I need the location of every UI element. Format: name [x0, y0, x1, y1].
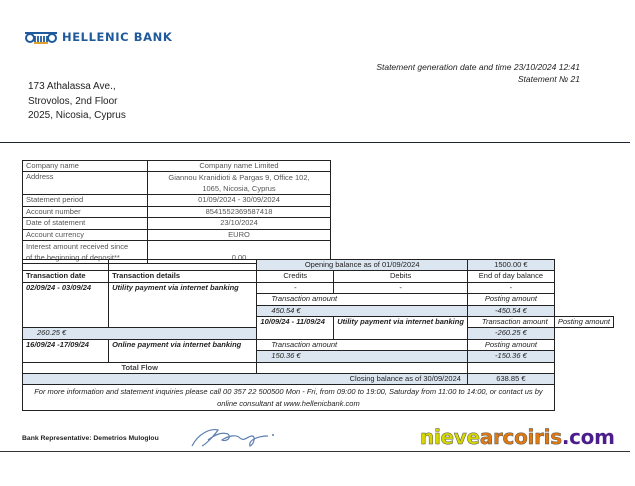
- table-row: [23, 282, 614, 293]
- info-value: 0.00: [148, 241, 331, 264]
- col-header-eod: End of day balance: [467, 271, 554, 282]
- debits-value: -: [334, 282, 468, 293]
- posting-amount: -150.36 €: [467, 351, 554, 362]
- info-value: 23/10/2024: [148, 218, 331, 229]
- info-label: Date of statement: [23, 218, 148, 229]
- generation-datetime: Statement generation date and time 23/10/2024 12:41: [376, 62, 580, 72]
- address-value-line: 1065, Nicosia, Cyprus: [202, 184, 276, 194]
- signature-icon: [188, 426, 278, 448]
- transaction-amount-label: Transaction amount: [257, 339, 468, 350]
- col-header-details: Transaction details: [109, 271, 257, 282]
- transaction-details: Online payment via internet banking: [109, 339, 257, 362]
- info-row: [23, 161, 331, 172]
- address-line: 2025, Nicosia, Cyprus: [28, 110, 126, 121]
- info-label: Account currency: [23, 229, 148, 240]
- info-value: EURO: [148, 229, 331, 240]
- closing-balance-label: Closing balance as of 30/09/2024: [23, 374, 468, 385]
- total-flow-label: Total Flow: [23, 362, 257, 373]
- info-label: Company name: [23, 161, 148, 172]
- posting-amount-label: Posting amount: [467, 339, 554, 350]
- transaction-date: 16/09/24 -17/09/24: [23, 339, 109, 362]
- posting-amount: -450.54 €: [467, 305, 554, 316]
- statement-header: [376, 61, 580, 85]
- info-label: Account number: [23, 206, 148, 217]
- bank-name: HELLENIC BANK: [62, 30, 173, 44]
- account-info-table: [22, 160, 331, 264]
- address-line: 173 Athalassa Ave.,: [28, 81, 116, 92]
- col-header-credits: Credits: [257, 271, 334, 282]
- info-value: 8541552369587418: [148, 206, 331, 217]
- posting-amount-label: Posting amount: [554, 317, 613, 328]
- info-value: 01/09/2024 - 30/09/2024: [148, 195, 331, 206]
- posting-amount: -260.25 €: [467, 328, 554, 339]
- info-value: Company name Limited: [148, 161, 331, 172]
- credits-value: -: [257, 282, 334, 293]
- info-label: Statement period: [23, 195, 148, 206]
- bank-address: [28, 80, 126, 124]
- transaction-date: 10/09/24 - 11/09/24: [257, 317, 334, 340]
- opening-balance-value: 1500.00 €: [467, 260, 554, 271]
- info-row: [23, 229, 331, 240]
- address-value-line: Giannou Kranidioti & Pargas 9, Office 102,: [168, 173, 310, 183]
- transaction-details: Utility payment via internet banking: [109, 282, 257, 328]
- col-header-date: Transaction date: [23, 271, 109, 282]
- closing-balance-value: 638.85 €: [467, 374, 554, 385]
- footer-note: For more information and statement inquiries please call 00 357 22 500500 Mon - Fri, from 09:00 to 19:00, Saturday from 11:00 to 14:00, or contact us by online consultant at www.hellenicbank.com: [23, 385, 555, 411]
- info-label: Address: [23, 172, 148, 195]
- column-header-row: [23, 271, 614, 282]
- transaction-amount: 150.36 €: [257, 351, 468, 362]
- posting-amount-label: Posting amount: [467, 294, 554, 305]
- transaction-amount-label: Transaction amount: [257, 294, 468, 305]
- info-row: [23, 195, 331, 206]
- transaction-details: Utility payment via internet banking: [334, 317, 468, 340]
- bank-logo: [25, 30, 172, 44]
- table-row: [23, 339, 614, 350]
- transaction-amount: 450.54 €: [257, 305, 468, 316]
- opening-balance-row: [23, 260, 614, 271]
- header-divider: [0, 142, 630, 143]
- transactions-table: [22, 259, 614, 411]
- transaction-amount: 260.25 €: [23, 328, 257, 339]
- opening-balance-label: Opening balance as of 01/09/2024: [257, 260, 468, 271]
- ionic-column-logo-icon: [25, 31, 57, 44]
- info-label: Interest amount received since of the beginning of deposit**: [23, 241, 148, 264]
- address-line: Strovolos, 2nd Floor: [28, 95, 118, 107]
- footer-note-row: [23, 385, 614, 411]
- eod-value: -: [467, 282, 554, 293]
- bottom-divider: [0, 451, 630, 452]
- total-flow-row: [23, 362, 614, 373]
- statement-number: Statement № 21: [517, 74, 580, 84]
- bank-representative: Bank Representative: Demetrios Muloglou: [22, 435, 159, 442]
- info-value: [148, 172, 331, 195]
- watermark-brand: nievearcoiris.com: [420, 425, 615, 449]
- transaction-amount-label: Transaction amount: [467, 317, 554, 328]
- info-row: [23, 218, 331, 229]
- info-row: [23, 206, 331, 217]
- col-header-debits: Debits: [334, 271, 468, 282]
- closing-balance-row: [23, 374, 614, 385]
- info-row: [23, 172, 331, 195]
- transaction-date: 02/09/24 - 03/09/24: [23, 282, 109, 328]
